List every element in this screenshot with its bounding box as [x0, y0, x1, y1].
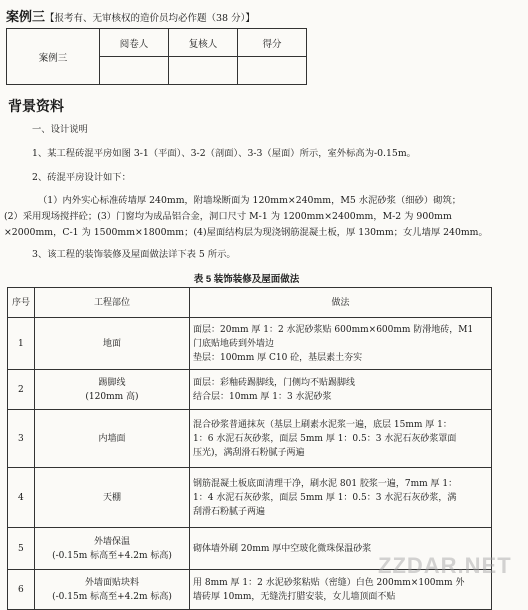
row-method	[190, 318, 492, 370]
row-method-line: 结合层：10mm 厚 1：3 水泥砂浆	[193, 391, 332, 402]
case-note: 【报考有、无审核权的造价员均必作题（38 分）】	[45, 13, 255, 24]
row-part-line: 天棚	[102, 492, 121, 503]
row-method	[190, 468, 492, 528]
review-cell-score[interactable]	[238, 57, 307, 85]
section-title: 背景资料	[8, 98, 64, 114]
row-method	[190, 410, 492, 468]
para-2-1: （1）内外实心标准砖墙厚 240mm，附墙垛断面为 120mm×240mm，M5 水泥砂浆（细砂）砌筑；	[38, 195, 462, 206]
row-method-line: 墙砖厚 10mm，无缝洗打腊安装，女儿墙顶面不贴	[193, 591, 396, 602]
row-part	[35, 570, 190, 610]
col-header-method: 做法	[190, 288, 492, 318]
case-header	[6, 6, 255, 25]
review-header-score: 得分	[238, 29, 307, 57]
row-method	[190, 370, 492, 410]
row-method-line: 1：6 水泥石灰砂浆，面层 5mm 厚 1：0.5：3 水泥石灰砂浆罩面	[193, 433, 457, 444]
row-part-line: 踢脚线	[98, 377, 126, 388]
row-no: 4	[8, 468, 35, 528]
table-row	[8, 468, 492, 528]
row-part-line: 地面	[102, 338, 121, 349]
watermark: ZZDAR.NET	[378, 553, 512, 578]
row-no: 6	[8, 570, 35, 610]
row-part-line: 外墙保温	[93, 536, 130, 547]
para-1: 1、某工程砖混平房如图 3-1（平面）、3-2（剖面）、3-3（屋面）所示，室外标高为-0.15m。	[32, 148, 416, 159]
table-row	[8, 370, 492, 410]
row-method-line: 门底贴地砖到外墙边	[193, 338, 275, 349]
row-no: 5	[8, 528, 35, 570]
review-row-label: 案例三	[7, 29, 100, 85]
row-part	[35, 370, 190, 410]
row-part	[35, 528, 190, 570]
col-header-part: 工程部位	[35, 288, 190, 318]
col-header-no: 序号	[8, 288, 35, 318]
review-cell-checker[interactable]	[169, 57, 238, 85]
para-3: 3、该工程的装饰装修及屋面做法详下表 5 所示。	[32, 249, 236, 260]
row-part	[35, 468, 190, 528]
para-design-heading: 一、设计说明	[32, 124, 88, 135]
para-2-3: ×2000mm，C-1 为 1500mm×1800mm；(4)屋面结构层为现浇钢筋混凝土板，厚 130mm；女儿墙厚 240mm。	[4, 227, 488, 238]
row-method-line: 压光)，满刮滑石粉腻子两遍	[193, 447, 305, 458]
row-no: 3	[8, 410, 35, 468]
row-method-line: 面层：20mm 厚 1：2 水泥砂浆贴 600mm×600mm 防滑地砖，M1	[193, 324, 474, 335]
row-part-line: (-0.15m 标高至+4.2m 标高)	[52, 591, 172, 602]
row-part	[35, 410, 190, 468]
review-header-grader: 阅卷人	[100, 29, 169, 57]
row-part-line: 外墙面贴块料	[84, 577, 139, 588]
review-header-checker: 复核人	[169, 29, 238, 57]
row-method-line: 面层：彩釉砖踢脚线，门侧均不贴踢脚线	[193, 377, 356, 388]
row-part-line: 内墙面	[98, 433, 126, 444]
case-title: 案例三	[6, 9, 46, 24]
row-method-line: 垫层：100mm 厚 C10 砼，基层素土夯实	[193, 352, 363, 363]
row-no: 2	[8, 370, 35, 410]
row-method-line: 用 8mm 厚 1：2 水泥砂浆粘贴（密缝）白色 200mm×100mm 外	[193, 577, 465, 588]
table-row	[8, 410, 492, 468]
table-row	[8, 318, 492, 370]
row-part	[35, 318, 190, 370]
review-cell-grader[interactable]	[100, 57, 169, 85]
para-2: 2、砖混平房设计如下：	[32, 172, 131, 183]
row-part-line: (-0.15m 标高至+4.2m 标高)	[52, 550, 172, 561]
review-table	[6, 28, 307, 85]
table-caption: 表 5 装饰装修及屋面做法	[193, 274, 300, 285]
row-method-line: 砌体墙外刷 20mm 厚中空玻化微珠保温砂浆	[193, 543, 372, 554]
row-method-line: 混合砂浆普通抹灰（基层上刷素水泥浆一遍，底层 15mm 厚 1：	[193, 419, 452, 430]
row-method-line: 刮滑石粉腻子两遍	[193, 506, 266, 517]
row-method-line: 1：4 水泥石灰砂浆，面层 5mm 厚 1：0.5：3 水泥石灰砂浆，满	[193, 492, 457, 503]
row-method-line: 钢筋混凝土板底面清理干净，刷水泥 801 胶浆一遍，7mm 厚 1：	[193, 478, 458, 489]
para-2-2: (2）采用现场搅拌砼；(3）门窗均为成品铝合金，洞口尺寸 M-1 为 1200mm×2400mm，M-2 为 900mm	[4, 211, 452, 222]
row-no: 1	[8, 318, 35, 370]
row-part-line: (120mm 高)	[85, 391, 139, 402]
